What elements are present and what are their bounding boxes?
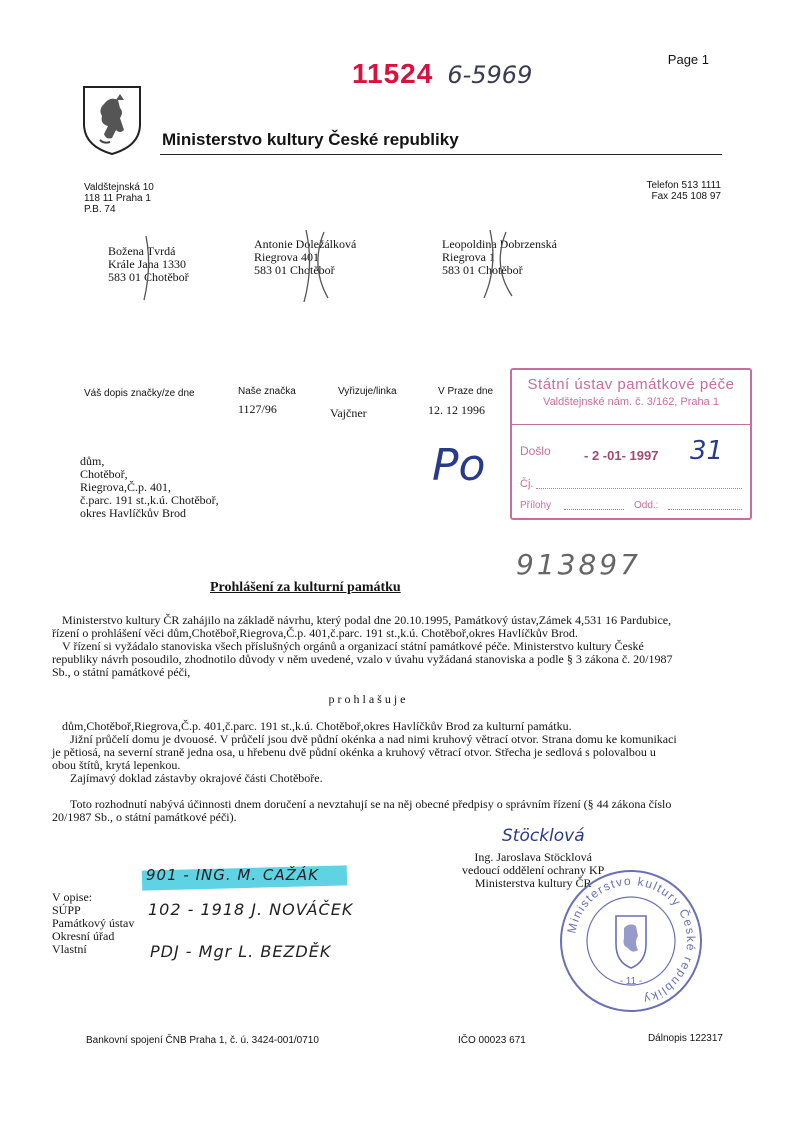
recipient-line: Riegrova 1 [442,250,495,264]
copy-recipient: SÚPP [52,903,81,917]
subject-line: dům, [80,454,105,468]
svg-text:Ministerstvo kultury České rep: Ministerstvo kultury České republiky [564,873,699,1007]
footer-telex: Dálnopis 122317 [647,1033,723,1044]
copy-recipient: Vlastní [52,942,87,956]
subject-line: Riegrova,Č.p. 401, [80,480,171,494]
copies-block [52,891,134,956]
header-rule [160,154,722,155]
signature-scrawl: Stöcklová [502,826,585,846]
subject-line: okres Havlíčkův Brod [80,506,186,520]
stamp-doslo-label: Došlo [520,444,551,458]
copy-recipient: Okresní úřad [52,929,115,943]
ref-label-your-letter: Váš dopis značky/ze dne [84,388,195,399]
recipient-line: 583 01 Chotěboř [442,263,523,277]
paragraph-2: V řízení si vyžádalo stanoviska všech příslušných orgánů a organizací státní památkové péče. Ministerstvo kultury České republiky návrh posoudilo, zhodnotilo důvody v něm uvedené, vzalo v úvahu vyžádaná stanoviska a podle § 3 zákona č. 20/1987 Sb., o státní památkové péči, [52,639,673,679]
copies-label: V opise: [52,890,93,904]
ref-label-date: V Praze dne [438,386,494,397]
received-stamp [510,368,752,520]
ref-value-handled-by: Vajčner [330,406,367,420]
ministry-contact [646,180,721,202]
handwritten-number: 913897 [516,548,641,581]
recipient-line: Riegrova 401 [254,250,319,264]
subject-line: č.parc. 191 st.,k.ú. Chotěboř, [80,493,219,507]
ministry-address [84,182,154,215]
registration-stamp [352,58,532,90]
recipient-line: Leopoldina Dobrzenská [442,237,557,251]
stamp-doslo-hand: 31 [690,436,724,466]
signatory-line: vedoucí oddělení ochrany KP [462,863,605,877]
ref-value-date: 12. 12 1996 [428,403,485,417]
handwritten-copy-3: PDJ - Mgr L. BEZDĚK [150,942,332,961]
address-line: Valdštejnská 10 [84,182,154,193]
page-label: Page 1 [667,52,709,67]
document-body [52,614,682,824]
paragraph-6: Toto rozhodnutí nabývá účinnosti dnem doručení a nevztahují se na něj obecné předpisy o správním řízení (§ 44 zákona číslo 20/1987 Sb., o státní památkové péči). [52,797,672,824]
handwritten-copy-1: 901 - ING. M. CAŽÁK [146,866,319,884]
handwritten-copy-2: 102 - 1918 J. NOVÁČEK [148,900,354,919]
ref-label-our-ref: Naše značka [238,386,296,397]
ministry-name: Ministerstvo kultury České republiky [162,130,459,149]
document-title: Prohlášení za kulturní památku [210,580,401,595]
footer-ico: IČO 00023 671 [458,1035,526,1046]
copy-recipient: Památkový ústav [52,916,135,930]
stamp-doslo-date: - 2 -01- 1997 [584,448,659,463]
paragraph-1: Ministerstvo kultury ČR zahájilo na základě návrhu, který podal dne 20.10.1995, Památkový ústav,Zámek 4,531 16 Pardubice, řízení o prohlášení věci dům,Chotěboř,Riegrova,Č.p. 401,č.parc. 191 st.,k.ú. Chotěboř,okres Havlíčkův Brod. [52,613,672,640]
ref-label-handled-by: Vyřizuje/linka [338,386,397,397]
subject-block [80,455,219,520]
recipient-tick-marks [100,226,520,306]
recipient-line: Božena Tvrdá [108,244,176,258]
stamp-institution: Státní ústav památkové péče [527,376,735,393]
registration-number: 11524 [352,58,434,89]
address-line: P.B. 74 [84,204,116,215]
contact-line: Telefon 513 1111 [646,180,721,191]
ministry-seal-icon [556,866,706,1016]
recipient-line: Krále Jana 1330 [108,257,186,271]
paragraph-5: Zajímavý doklad zástavby okrajové části Chotěboře. [70,771,323,785]
handwritten-po: Po [432,440,486,491]
address-line: 118 11 Praha 1 [84,193,151,204]
recipient-line: 583 01 Chotěboř [254,263,335,277]
stamp-institution-address: Valdštejnské nám. č. 3/162, Praha 1 [543,396,719,408]
declares: p r o h l a š u j e [328,692,406,706]
registration-handwritten: 6-5969 [447,61,533,89]
paragraph-4: Jižní průčelí domu je dvouosé. V průčelí jsou dvě půdní okénka a nad nimi kruhový větrací otvor. Strana domu ke komunikaci je pětiosá, na severní straně jedna osa, u hřebenu dvě půdní okénka a kruhový větrací otvor. Střecha je sedlová s polovalbou u obou štítů, krytá lepenkou. [52,732,677,772]
footer-bank: Bankovní spojení ČNB Praha 1, č. ú. 3424-001/0710 [86,1035,319,1046]
signatory-line: Ing. Jaroslava Stöcklová [474,850,592,864]
paragraph-3: dům,Chotěboř,Riegrova,Č.p. 401,č.parc. 191 st.,k.ú. Chotěboř,okres Havlíčkův Brod za kulturní památku. [62,719,572,733]
ref-value-our-ref: 1127/96 [238,402,277,416]
signatory-line: Ministerstva kultury ČR [474,876,592,890]
stamp-prilohy-label: Přílohy [520,500,552,511]
recipient-line: 583 01 Chotěboř [108,270,189,284]
coat-of-arms-icon [80,84,144,156]
seal-number: - 11 - [619,976,643,987]
recipient-line: Antonie Doležálková [254,237,357,251]
stamp-cj-label: Čj. [520,478,534,490]
contact-line: Fax 245 108 97 [651,191,721,202]
subject-line: Chotěboř, [80,467,128,481]
stamp-odd-label: Odd.: [634,500,659,511]
